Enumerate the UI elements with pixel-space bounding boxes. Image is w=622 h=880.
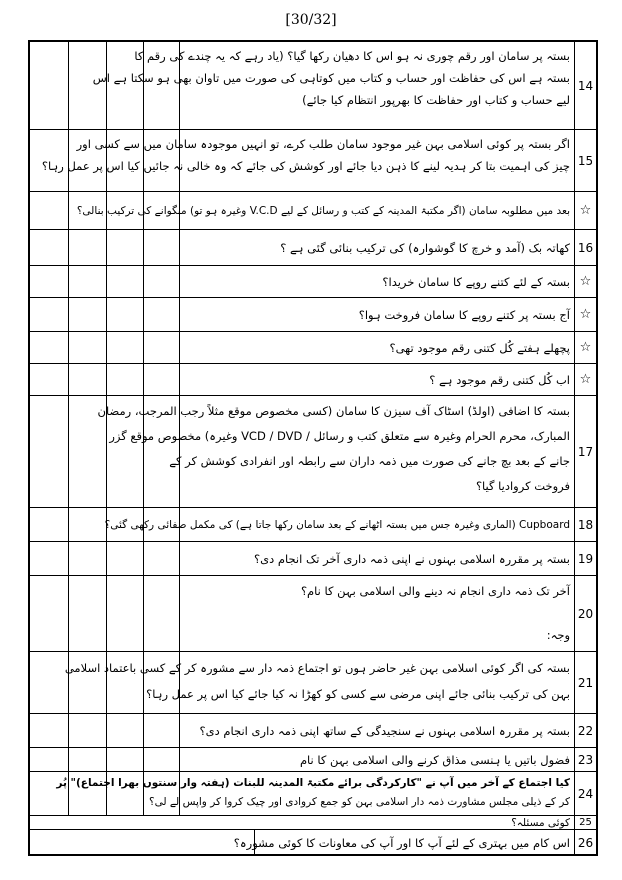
table-row: [30, 652, 596, 714]
question-text: [181, 714, 570, 747]
question-line: کوئی مسئلہ؟: [511, 816, 570, 829]
question-text: [41, 130, 570, 191]
question-line: چیز کی اہمیت بتا کر ہدیہ لینے کا ذہن دیا جائے اور کوشش کی جائے کہ وہ خالی نہ جائیں کیا اس پر عمل رہا؟: [41, 159, 570, 173]
question-line: کھاتہ بک (آمد و خرچ کا گوشوارہ) کی ترکیب بنائی گئی ہے ؟: [280, 240, 570, 255]
row-number: 20: [574, 576, 596, 651]
question-text: [104, 508, 570, 541]
row-number: 21: [574, 652, 596, 713]
table-row: [30, 298, 596, 332]
row-number: 25: [574, 816, 596, 829]
question-text: آخر تک ذمہ داری انجام نہ دینے والی اسلامی بہن کا نام؟: [300, 584, 570, 598]
page-number: [30/32]: [285, 12, 337, 28]
row-number: 17: [574, 396, 596, 507]
table-row: [30, 576, 596, 652]
question-line: بستہ کی اگر کوئی اسلامی بہن غیر حاضر ہوں تو اجتماع ذمہ دار سے مشورہ کر کے کسی باعتماد اسلامی: [64, 661, 570, 675]
question-text: [30, 816, 570, 829]
question-line: اگر بستہ پر کوئی اسلامی بہن غیر موجود سامان طلب کرے، تو انہیں موجودہ سامان میں سے کسی اور: [76, 137, 570, 151]
row-number: 18: [574, 508, 596, 541]
row-number: 22: [574, 714, 596, 747]
row-number: 14: [574, 42, 596, 129]
question-text: [181, 230, 570, 265]
table-row: [30, 748, 596, 772]
question-line: بستہ پر مقررہ اسلامی بہنوں نے سنجیدگی کے ساتھ اپنی ذمہ داری انجام دی؟: [199, 723, 570, 738]
table-row: [30, 332, 596, 364]
question-text: [181, 542, 570, 575]
table-row: [30, 772, 596, 816]
table-row: [30, 192, 596, 230]
question-text: [76, 192, 570, 229]
question-line: بستہ پر مقررہ اسلامی بہنوں نے اپنی ذمہ داری آخر تک انجام دی؟: [253, 551, 570, 566]
star-icon: ☆: [574, 298, 596, 331]
question-line: آج بستہ پر کتنے روپے کا سامان فروخت ہوا؟: [358, 307, 570, 322]
question-line: بعد میں مطلوبہ سامان (اگر مکتبۃ المدینہ کے کتب و رسائل کے لیے V.C.D وغیرہ ہو تو) منگوانے کی ترکیب بنالی؟: [76, 204, 570, 217]
row-number: 26: [574, 830, 596, 856]
question-line: بستہ کے لئے کتنے روپے کا سامان خریدا؟: [382, 274, 570, 289]
question-line: اس کام میں بہتری کے لئے آپ کا اور آپ کی معاونات کا کوئی مشورہ؟: [233, 836, 570, 850]
question-line: لیے حساب و کتاب اور حفاظت کا بھرپور انتظام کیا جائے): [302, 93, 570, 107]
question-text: [181, 332, 570, 363]
question-line: بستہ ہے اس کی حفاظت اور حساب و کتاب میں کوتاہی کی صورت میں تاوان بھی ہو سکتا ہے اس: [92, 71, 570, 85]
row-number: 16: [574, 230, 596, 265]
question-text: [181, 266, 570, 297]
question-text: [233, 830, 570, 856]
table-row: [30, 508, 596, 542]
row-number: 24: [574, 772, 596, 815]
question-text: [92, 42, 570, 129]
table-row: [30, 364, 596, 396]
question-text: [181, 298, 570, 331]
question-line: جانے کے بعد بچ جانے کی صورت میں ذمہ داران سے رابطہ اور انفرادی کوشش کر کے: [169, 454, 570, 468]
table-row: [30, 42, 596, 130]
question-line: بہن کی ترکیب بنائی جائے اپنی مرضی سے کسی کو کھڑا نہ کیا جائے کیا اس پر عمل رہا؟: [146, 687, 570, 701]
row-number: 23: [574, 748, 596, 771]
question-line: بستہ کا اضافی (اولڈ) اسٹاک آف سیزن کا سامان (کسی مخصوص موقع مثلاً رجب المرجب، رمضان: [97, 404, 570, 418]
question-line: المبارک، محرم الحرام وغیرہ سے متعلق کتب و رسائل / VCD / DVD وغیرہ) مخصوص موقع گزر: [109, 429, 570, 443]
row-number: 15: [574, 130, 596, 191]
table-row: [30, 266, 596, 298]
question-line: پچھلے ہفتے کُل کتنی رقم موجود تھی؟: [389, 340, 570, 355]
table-row: [30, 230, 596, 266]
checklist-table: [28, 40, 598, 856]
question-line: اب کُل کتنی رقم موجود ہے ؟: [429, 372, 570, 387]
star-icon: ☆: [574, 266, 596, 297]
table-row: [30, 130, 596, 192]
table-row: [30, 816, 596, 830]
reason-label: وجہ:: [546, 628, 570, 642]
question-line: کیا اجتماع کے آخر میں آپ نے "کارکردگی برائے مکتبۃ المدینہ للبنات (ہفتہ وار سنتوں بھرا اجتماع)" پُر: [56, 777, 570, 789]
question-text: [181, 364, 570, 395]
star-icon: ☆: [574, 192, 596, 229]
star-icon: ☆: [574, 332, 596, 363]
question-line: کر کے ذیلی مجلس مشاورت ذمہ دار اسلامی بہن کو جمع کروادی اور چیک کروا کر واپس لے لی؟: [149, 796, 570, 808]
star-icon: ☆: [574, 364, 596, 395]
question-text: [97, 396, 570, 507]
question-text: [64, 652, 570, 713]
table-row: [30, 542, 596, 576]
question-text: [56, 772, 570, 815]
question-line: بستہ پر سامان اور رقم چوری نہ ہو اس کا دھیان رکھا گیا؟ (یاد رہے کہ یہ چندے کی رقم کا: [134, 49, 570, 63]
question-line: فضول باتیں یا ہنسی مذاق کرنے والی اسلامی بہن کا نام: [299, 752, 570, 767]
row-number: 19: [574, 542, 596, 575]
table-row: [30, 714, 596, 748]
question-text: [181, 748, 570, 771]
question-line: Cupboard (الماری وغیرہ جس میں بستہ اٹھانے کے بعد سامان رکھا جاتا ہے) کی مکمل صفائی رکھی گئی؟: [104, 518, 570, 531]
table-row: [30, 396, 596, 508]
table-row: [30, 830, 596, 856]
question-line: فروخت کروادیا گیا؟: [475, 479, 570, 493]
